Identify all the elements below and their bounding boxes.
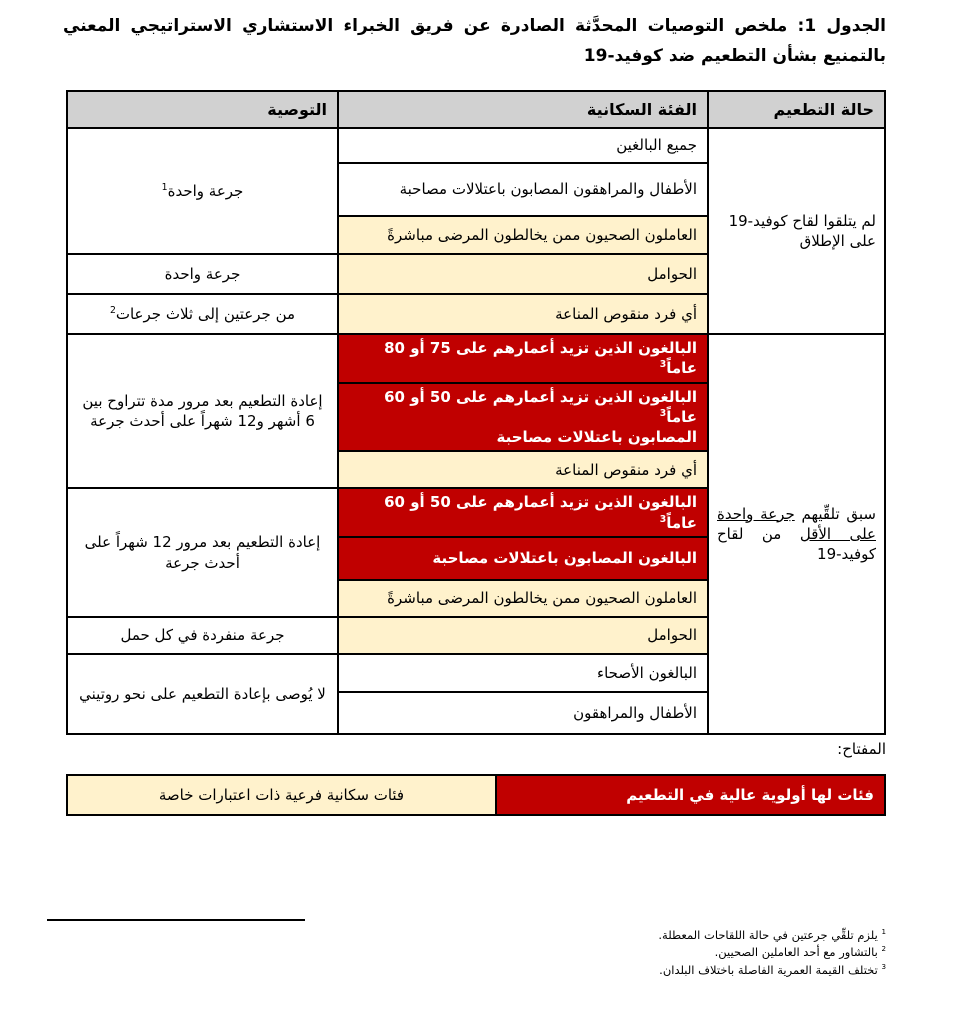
- table-header-row: [67, 91, 885, 128]
- footnote-item: [386, 927, 886, 944]
- recommendation-text: جرعة واحدة: [167, 181, 244, 200]
- footnote-ref: 3: [659, 407, 667, 419]
- recommendations-table: [66, 90, 886, 735]
- population-cell: جميع البالغين: [338, 128, 708, 163]
- footnote-ref: 3: [659, 513, 667, 525]
- recommendation-text: إعادة التطعيم بعد مرور 12 شهراً على أحدث جرعة: [84, 533, 321, 572]
- footnotes: [386, 927, 886, 979]
- recommendation-text: لا يُوصى بإعادة التطعيم على نحو روتيني: [79, 684, 326, 703]
- table-row: [67, 334, 885, 383]
- population-cell: الأطفال والمراهقون المصابون باعتلالات مصاحبة: [338, 163, 708, 216]
- page-title: الجدول 1: ملخص التوصيات المحدَّثة الصادرة عن فريق الخبراء الاستشاري الاستراتيجي المعني بالتمنيع بشأن التطعيم ضد كوفيد-19: [63, 16, 886, 66]
- col-header-population: الفئة السكانية: [338, 91, 708, 128]
- key-label: المفتاح:: [837, 740, 886, 758]
- recommendation-text: جرعة منفردة في كل حمل: [120, 626, 285, 645]
- key-special-subpopulations-cell: فئات سكانية فرعية ذات اعتبارات خاصة: [67, 775, 496, 815]
- footnote-text: بالتشاور مع أحد العاملين الصحيين.: [714, 945, 878, 960]
- status-text-underlined: جرعة واحدة على الأقل: [717, 504, 876, 543]
- table-row: [67, 128, 885, 163]
- population-cell: العاملون الصحيون ممن يخالطون المرضى مباشرةً: [338, 216, 708, 254]
- col-header-status: حالة التطعيم: [708, 91, 885, 128]
- status-text: سبق تلقِّيهم: [794, 504, 876, 523]
- footnote-text: يلزم تلقِّي جرعتين في حالة اللقاحات المعطلة.: [658, 928, 878, 942]
- population-cell-high-priority: [338, 383, 708, 452]
- recommendation-cell: [67, 254, 338, 294]
- status-cell-previously-vaccinated: [708, 334, 885, 734]
- recommendation-cell: [67, 128, 338, 254]
- population-cell: الحوامل: [338, 617, 708, 654]
- footnote-ref: 3: [659, 359, 667, 371]
- population-text: البالغون الذين تزيد أعمارهم على 75 أو 80 عاماً: [384, 339, 697, 378]
- recommendation-cell: [67, 294, 338, 334]
- status-text: من لقاح كوفيد-19: [717, 524, 876, 563]
- recommendation-cell: [67, 334, 338, 488]
- recommendation-cell: [67, 488, 338, 617]
- population-text: البالغون الذين تزيد أعمارهم على 50 أو 60 عاماً: [384, 387, 697, 426]
- recommendation-cell: [67, 617, 338, 654]
- col-header-recommendation: التوصية: [67, 91, 338, 128]
- recommendation-cell: [67, 654, 338, 734]
- recommendation-text: جرعة واحدة: [164, 264, 241, 283]
- recommendation-text: إعادة التطعيم بعد مرور مدة تتراوح بين 6 أشهر و12 شهراً على أحدث جرعة: [82, 391, 323, 431]
- key-row: [67, 775, 885, 815]
- population-text: البالغون الذين تزيد أعمارهم على 50 أو 60 عاماً: [384, 493, 697, 532]
- population-cell: أي فرد منقوص المناعة: [338, 451, 708, 488]
- key-high-priority-cell: فئات لها أولوية عالية في التطعيم: [496, 775, 885, 815]
- footnote-text: تختلف القيمة العمرية الفاصلة باختلاف البلدان.: [659, 962, 878, 977]
- population-cell: الأطفال والمراهقون: [338, 692, 708, 734]
- status-cell-never-vaccinated: لم يتلقوا لقاح كوفيد-19 على الإطلاق: [708, 128, 885, 334]
- footnote-ref: 2: [109, 304, 116, 316]
- population-cell: البالغون الأصحاء: [338, 654, 708, 692]
- key-legend-table: [66, 774, 886, 816]
- population-cell: الحوامل: [338, 254, 708, 294]
- footnote-marker: 1: [881, 927, 886, 937]
- population-cell: العاملون الصحيون ممن يخالطون المرضى مباشرةً: [338, 580, 708, 617]
- footnote-item: [386, 944, 886, 961]
- population-cell-high-priority: البالغون المصابون باعتلالات مصاحبة: [338, 537, 708, 580]
- population-cell: أي فرد منقوص المناعة: [338, 294, 708, 334]
- footnote-item: [386, 962, 886, 979]
- footnote-ref: 1: [161, 181, 168, 193]
- footnote-marker: 3: [881, 961, 886, 971]
- footnote-marker: 2: [881, 944, 886, 954]
- footnote-separator-rule: [47, 919, 305, 921]
- population-cell-high-priority: [338, 488, 708, 537]
- population-cell-high-priority: [338, 334, 708, 383]
- population-text-line2: المصابون باعتلالات مصاحبة: [496, 428, 697, 446]
- recommendation-text: من جرعتين إلى ثلاث جرعات: [115, 304, 296, 323]
